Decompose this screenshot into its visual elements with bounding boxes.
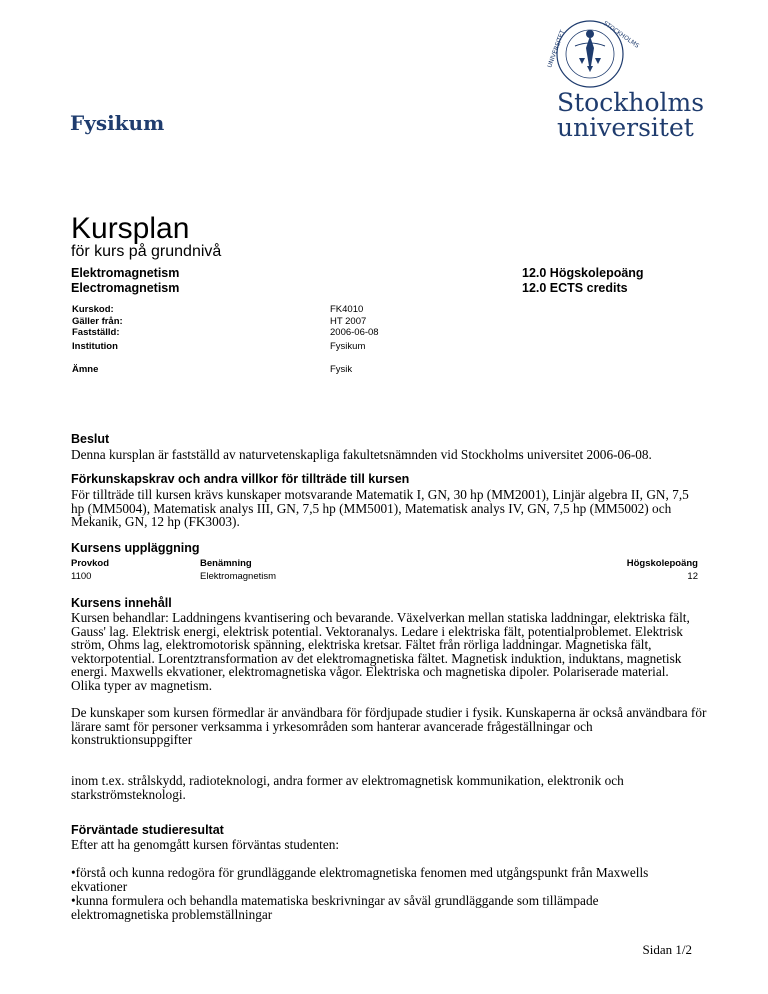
page-subtitle: för kurs på grundnivå <box>71 243 222 260</box>
table-header-code: Provkod <box>71 558 110 569</box>
info-value-institution: Fysikum <box>330 341 366 352</box>
section-text-content-2: De kunskaper som kursen förmedlar är användbara för fördjupade studier i fysik. Kunskaperna är också användbara för lärare samt för personer verksamma i yrkesområden som hanterar avancerade frågeställningar och konstruktionsuppgifter <box>71 705 707 747</box>
table-cell-name: Elektromagnetism <box>200 571 277 582</box>
table-cell-credits: 12 <box>687 571 698 582</box>
credits-en: 12.0 ECTS credits <box>522 281 628 295</box>
table-header-credits: Högskolepoäng <box>626 558 698 569</box>
university-name-line2: universitet <box>557 113 694 142</box>
credits-sv: 12.0 Högskolepoäng <box>522 266 644 280</box>
section-text-beslut: Denna kursplan är fastställd av naturvetenskapliga fakultetsnämnden vid Stockholms universitet 2006-06-08. <box>71 447 652 462</box>
section-heading-layout: Kursens uppläggning <box>71 541 200 555</box>
section-text-prereq: För tillträde till kursen krävs kunskaper motsvarande Matematik I, GN, 30 hp (MM2001), Linjär algebra II, GN, 7,5 hp (MM5004), Matematisk analys III, GN, 7,5 hp (MM5001), Matematisk analys IV, GN, 7,5 hp (MM5002) och Mekanik, GN, 12 hp (FK3003). <box>71 487 689 529</box>
course-name-en: Electromagnetism <box>71 281 180 295</box>
university-name-line1: Stockholms <box>557 88 705 117</box>
svg-text:UNIVERSITET: UNIVERSITET <box>546 29 567 69</box>
info-label-faststalld: Fastställd: <box>72 327 120 338</box>
section-text-outcomes-intro: Efter att ha genomgått kursen förväntas studenten: <box>71 837 340 852</box>
info-label-galler-fran: Gäller från: <box>72 316 123 327</box>
info-value-amne: Fysik <box>330 364 353 375</box>
info-value-galler-fran: HT 2007 <box>330 316 367 327</box>
list-item-outcome-1: •förstå och kunna redogöra för grundläggande elektromagnetiska fenomen med utgångspunkt från Maxwells ekvationer <box>71 865 649 894</box>
info-label-amne: Ämne <box>72 364 99 375</box>
table-header-name: Benämning <box>200 558 252 569</box>
department-name: Fysikum <box>70 111 165 135</box>
info-value-kurskod: FK4010 <box>330 304 364 315</box>
section-heading-outcomes: Förväntade studieresultat <box>71 823 224 837</box>
section-heading-content: Kursens innehåll <box>71 596 172 610</box>
table-cell-code: 1100 <box>71 571 92 582</box>
info-label-kurskod: Kurskod: <box>72 304 114 315</box>
course-name-sv: Elektromagnetism <box>71 266 180 280</box>
page-number: Sidan 1/2 <box>642 942 692 957</box>
university-seal-icon <box>545 18 641 90</box>
info-label-institution: Institution <box>72 341 118 352</box>
section-heading-beslut: Beslut <box>71 432 110 446</box>
section-text-content-1: Kursen behandlar: Laddningens kvantisering och bevarande. Växelverkan mellan statiska laddningar, elektriska fält, Gauss' lag. Elektrisk energi, elektrisk potential. Vektoranalys. Ledare i elektriska fält, potentialproblemet. Elektrisk ström, Ohms lag, elektromotorisk spänning, elektriska kretsar. Fältet från rörliga laddningar. Magnetiska fält, vektorpotential. Lorentztransformation av det elektromagnetiska fältet. Magnetisk induktion, induktans, magnetisk energi. Maxwells ekvationer, elektromagnetiska vågor. Elektriska och magnetiska dipoler. Polariserade material. Olika typer av magnetism. <box>71 610 690 693</box>
section-heading-prereq: Förkunskapskrav och andra villkor för tillträde till kursen <box>71 472 410 486</box>
svg-text:STOCKHOLMS: STOCKHOLMS <box>601 19 641 50</box>
course-components-table <box>71 558 698 586</box>
section-text-content-3: inom t.ex. strålskydd, radioteknologi, andra former av elektromagnetisk kommunikation, elektronik och starkströmsteknologi. <box>71 773 624 802</box>
info-value-faststalld: 2006-06-08 <box>330 327 379 338</box>
university-logo <box>545 18 705 153</box>
page-title: Kursplan <box>71 212 190 245</box>
list-item-outcome-2: •kunna formulera och behandla matematiska beskrivningar av såväl grundläggande som tillämpade elektromagnetiska problemställningar <box>71 893 599 922</box>
